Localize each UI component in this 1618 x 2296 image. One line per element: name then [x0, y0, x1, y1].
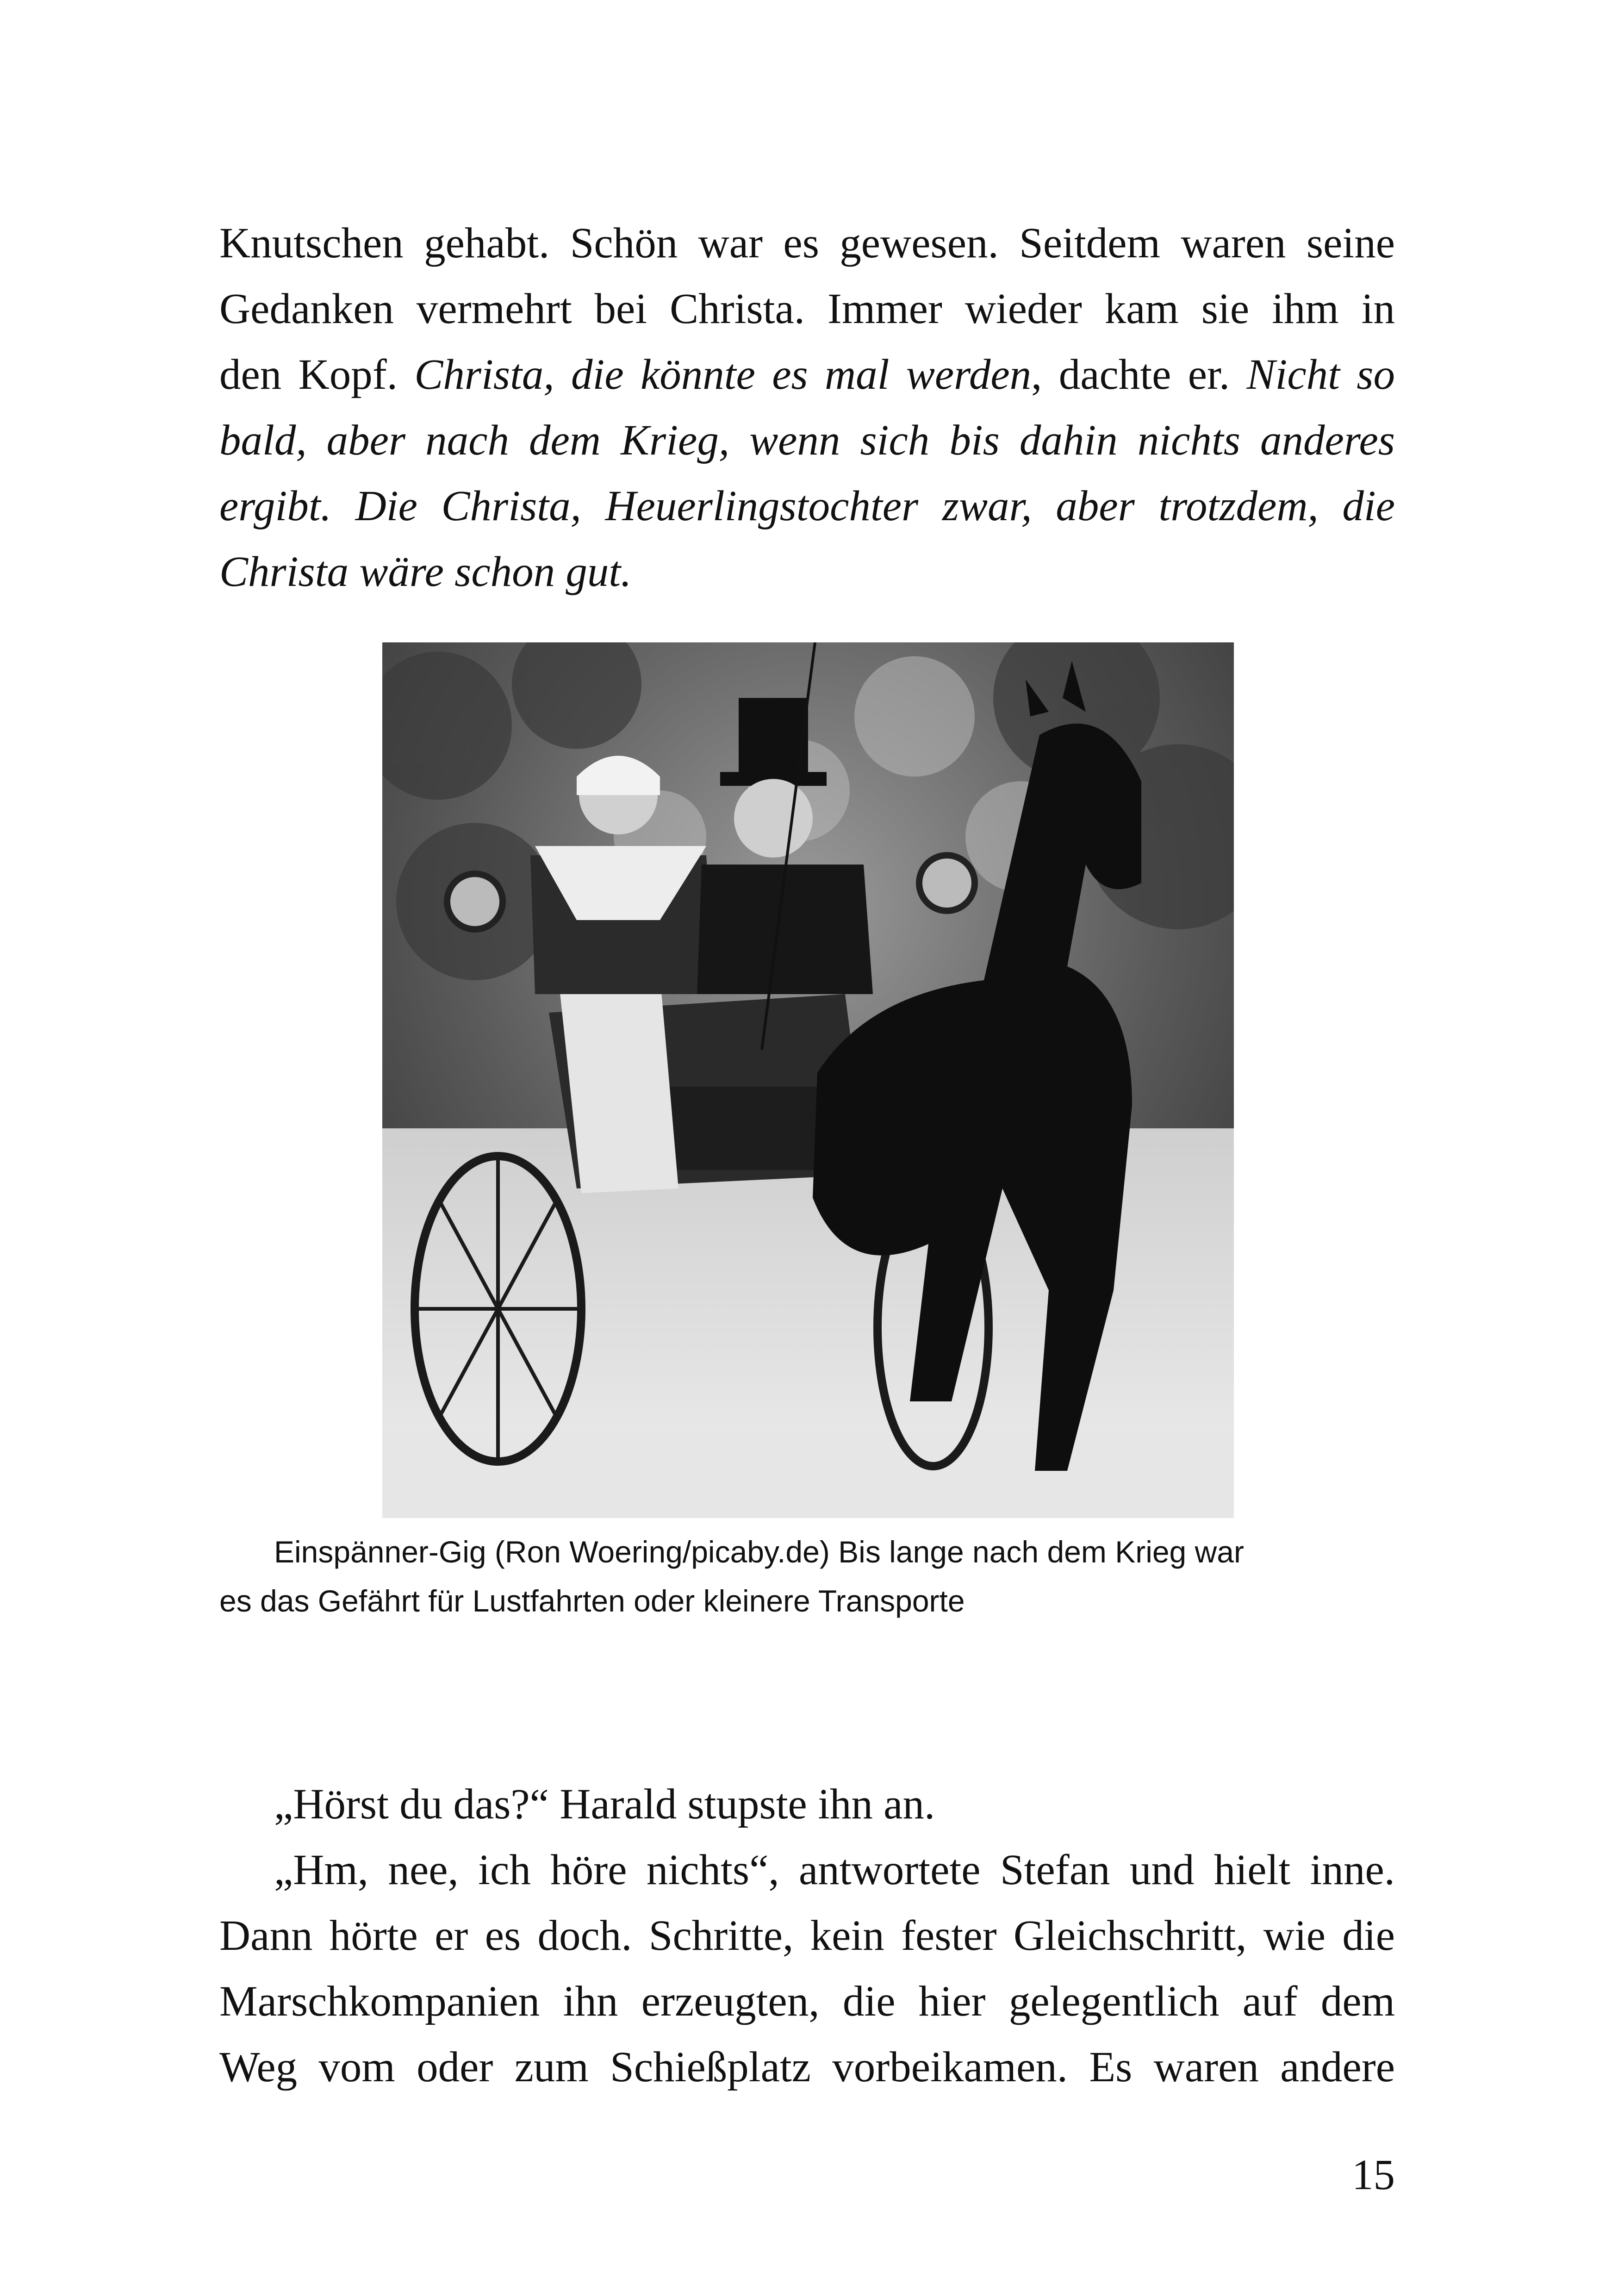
italic-thought: Nicht so: [1246, 351, 1395, 398]
text-line-mixed: [219, 342, 1395, 408]
text-line: Knutschen gehabt. Schön war es gewesen. Seitdem waren seine: [219, 219, 1395, 267]
carriage-photo: [382, 642, 1234, 1518]
bottom-paragraph: [219, 1772, 1395, 2100]
text-line: Marschkompanien ihn erzeugten, die hier gelegentlich auf dem: [219, 1978, 1395, 2025]
text-run: , dachte er.: [1031, 351, 1247, 398]
text-line-italic: bald, aber nach dem Krieg, wenn sich bis dahin nichts anderes: [219, 417, 1395, 464]
text-line: Gedanken vermehrt bei Christa. Immer wieder kam sie ihm in: [219, 285, 1395, 333]
carriage-photo-drawing: [382, 642, 1234, 1518]
text-line-italic: ergibt. Die Christa, Heuerlingstochter zwar, aber trotzdem, die: [219, 482, 1395, 530]
caption-line: Einspänner-Gig (Ron Woering/picaby.de) Bis lange nach dem Krieg war: [274, 1535, 1244, 1569]
text-run: den Kopf.: [219, 351, 415, 398]
italic-thought: Christa, die könnte es mal werden: [414, 351, 1032, 398]
photo-caption: [219, 1527, 1395, 1625]
page-number: 15: [1352, 2151, 1395, 2199]
text-line-italic: Christa wäre schon gut.: [219, 548, 632, 596]
text-line: „Hm, nee, ich höre nichts“, antwortete Stefan und hielt inne.: [274, 1846, 1395, 1894]
top-paragraph: [219, 211, 1395, 605]
text-line: „Hörst du das?“ Harald stupste ihn an.: [274, 1780, 935, 1828]
caption-line: es das Gefährt für Lustfahrten oder kleinere Transporte: [219, 1584, 965, 1618]
text-line: Weg vom oder zum Schießplatz vorbeikamen. Es waren andere: [219, 2043, 1395, 2091]
text-line: Dann hörte er es doch. Schritte, kein fester Gleichschritt, wie die: [219, 1912, 1395, 1960]
